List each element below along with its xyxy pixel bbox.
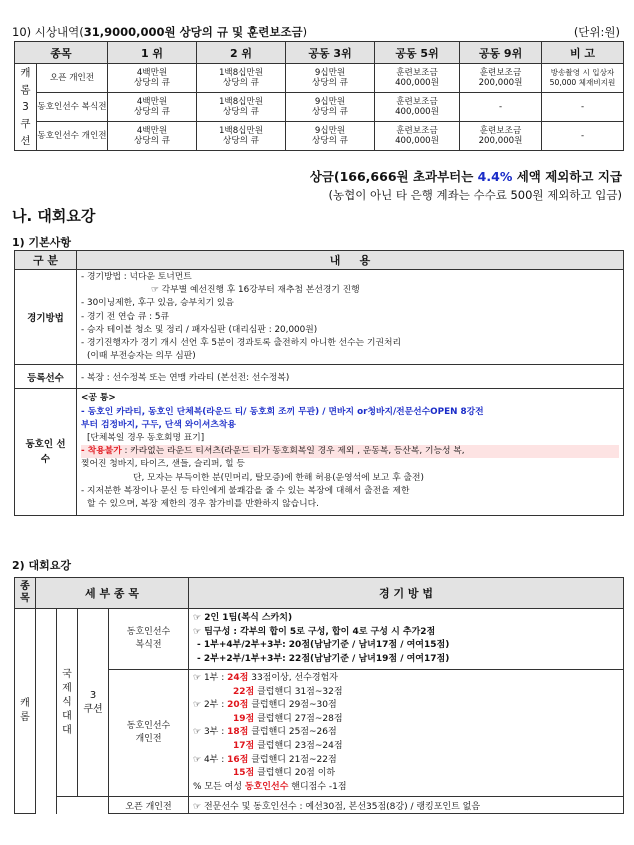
prize-line: 9십만원 bbox=[314, 96, 346, 107]
singles-content bbox=[189, 670, 624, 797]
prize-line: 400,000원 bbox=[395, 107, 439, 117]
women-note-post: 핸디점수 -1점 bbox=[288, 781, 347, 792]
prize-cell bbox=[197, 122, 286, 151]
prize-line: 4백만원 bbox=[136, 125, 168, 136]
prize-cell: - bbox=[460, 93, 542, 122]
prize-line: 상당의 큐 bbox=[312, 136, 348, 146]
content-line: <공 통> bbox=[81, 393, 116, 404]
prize-line: 1백8십만원 bbox=[218, 96, 264, 107]
cushion-line: 3 bbox=[89, 689, 97, 701]
guide-header-row bbox=[15, 578, 624, 609]
prize-line: 200,000원 bbox=[478, 78, 523, 88]
content-line: - 경기진행자가 경기 개시 선언 후 5분이 경과토록 출전하지 아니한 선수는 기권처리 bbox=[81, 338, 401, 349]
singles-name-line: 동호인선수 bbox=[126, 721, 171, 732]
singles-name bbox=[109, 670, 189, 797]
prize-line: 400,000원 bbox=[395, 136, 439, 146]
women-note bbox=[193, 781, 619, 795]
bank-note: (농협이 아닌 타 은행 계좌는 수수료 500원 제외하고 입금) bbox=[328, 188, 622, 202]
ban-line bbox=[81, 445, 619, 458]
prize-line: 1백8십만원 bbox=[218, 125, 264, 136]
doubles-line-text: 2인 1팀(복식 스카치) bbox=[204, 613, 293, 623]
doubles-content bbox=[189, 609, 624, 670]
event-name: 동호인선수 복식전 bbox=[37, 93, 108, 122]
prize-cell bbox=[286, 64, 375, 93]
carom-label: 캐롬 bbox=[15, 609, 36, 814]
content-line: - 승자 테이블 청소 및 정리 / 패자심판 (대리심판 : 20,000원) bbox=[81, 324, 318, 335]
tax-note-pre: 상금(166,666원 초과부터는 bbox=[309, 169, 478, 184]
prize-line: 4백만원 bbox=[136, 96, 168, 107]
tier-line bbox=[193, 672, 619, 686]
prize-line: 상당의 큐 bbox=[223, 136, 259, 146]
tier-line bbox=[193, 726, 619, 740]
tier-desc: 33점이상, 선수경험자 bbox=[248, 673, 338, 683]
tier-line bbox=[193, 740, 619, 754]
table-row bbox=[15, 389, 624, 516]
content-line: 부터 검정바지, 구두, 단색 와이셔츠착용 bbox=[81, 419, 236, 430]
prize-line: 200,000원 bbox=[478, 136, 523, 146]
prize-cell bbox=[375, 93, 460, 122]
basic-table bbox=[14, 250, 624, 516]
prize-title bbox=[12, 24, 307, 40]
tier-line bbox=[193, 699, 619, 713]
pointer-icon: ☞ bbox=[193, 754, 202, 765]
tax-percent: 4.4% bbox=[477, 169, 513, 184]
prize-title-prefix: 10) 시상내역( bbox=[12, 25, 84, 39]
table-row bbox=[15, 797, 624, 814]
tier-line bbox=[193, 713, 619, 727]
prize-line: 훈련보조금 bbox=[396, 67, 438, 78]
tier-division: 1부 : bbox=[203, 673, 228, 683]
pointer-icon: ☞ bbox=[193, 613, 202, 623]
header-note: 비 고 bbox=[542, 42, 624, 64]
guide-col-event: 종목 bbox=[15, 578, 36, 609]
tier-desc: 클럽핸디 20점 이하 bbox=[254, 768, 336, 779]
ban-text: : 카라없는 라운드 티셔츠(라운드 티가 동호회복일 경우 제외 , 운동복, 등산복, 기능성 복, bbox=[121, 446, 465, 457]
basic-col-category: 구 분 bbox=[15, 251, 77, 270]
content-line: (이때 부전승자는 의무 심판) bbox=[87, 351, 196, 362]
prize-line: 훈련보조금 bbox=[396, 125, 438, 136]
header-9th: 공동 9위 bbox=[460, 42, 542, 64]
content-line bbox=[193, 626, 619, 640]
tier-desc: 클럽핸디 21점~22점 bbox=[248, 754, 337, 765]
tier-points: 24점 bbox=[227, 673, 249, 683]
note-cell: - bbox=[542, 93, 624, 122]
prize-cell bbox=[375, 122, 460, 151]
content-line: - 동호인 카라티, 동호인 단체복(라운드 티/ 동호회 조끼 무관) / 면바지 or청바지/전문선수OPEN 8강전 bbox=[81, 406, 484, 417]
tier-division: 4부 : bbox=[203, 754, 228, 765]
tier-points: 17점 bbox=[233, 740, 255, 751]
women-note-highlight: 동호인선수 bbox=[244, 781, 289, 792]
intl-label: 국제식대대 bbox=[57, 609, 78, 797]
tier-points: 22점 bbox=[233, 686, 255, 697]
content-line: 단, 모자는 부득이한 분(민머리, 탈모증)에 한해 허용(운영석에 보고 후 출전) bbox=[133, 472, 424, 483]
open-name: 오픈 개인전 bbox=[109, 797, 189, 814]
tier-points: 16점 bbox=[227, 754, 249, 765]
tax-note bbox=[310, 167, 622, 185]
prize-line: 상당의 큐 bbox=[134, 107, 170, 117]
prize-title-suffix: ) bbox=[302, 25, 308, 39]
spacer-cell bbox=[57, 797, 109, 814]
content-line bbox=[193, 612, 619, 626]
prize-cell bbox=[108, 64, 197, 93]
tier-points: 18점 bbox=[227, 727, 249, 738]
tier-division: 2부 : bbox=[203, 700, 228, 711]
header-1st: 1 위 bbox=[108, 42, 197, 64]
ban-label: - 착용불가 bbox=[81, 446, 122, 457]
open-content bbox=[189, 797, 624, 814]
prize-cell bbox=[375, 64, 460, 93]
prize-line: 1백8십만원 bbox=[218, 67, 264, 78]
registered-content: - 복장 : 선수정복 또는 연맹 카라티 (본선전: 선수정복) bbox=[77, 365, 624, 389]
content-line: 찢어진 청바지, 타이즈, 샌들, 슬리퍼, 힐 등 bbox=[81, 459, 245, 470]
tier-points: 19점 bbox=[233, 713, 255, 724]
content-line: - 1부+4부/2부+3부: 20점(남남기준 / 남녀17점 / 여여15점) bbox=[197, 640, 450, 650]
basic-col-content: 내 용 bbox=[77, 251, 624, 270]
note-cell bbox=[542, 64, 624, 93]
content-line: ☞ 각부별 예선진행 후 16강부터 재추첨 본선경기 진행 bbox=[151, 285, 360, 296]
women-note-pre: % 모든 여성 bbox=[193, 781, 245, 792]
tier-desc: 클럽핸디 29점~30점 bbox=[248, 700, 337, 711]
prize-line: 상당의 큐 bbox=[312, 78, 348, 88]
prize-line: 훈련보조금 bbox=[479, 125, 522, 136]
group-label: 캐롬 3쿠션 bbox=[15, 64, 37, 151]
cushion-line: 쿠션 bbox=[83, 703, 103, 715]
content-line: - 2부+2부/1부+3부: 22점(남남기준 / 남녀19점 / 여여17점) bbox=[197, 653, 450, 664]
pointer-icon: ☞ bbox=[193, 700, 202, 711]
amateur-label: 동호인 선수 bbox=[15, 389, 77, 516]
open-text: 전문선수 및 동호인선수 : 예선30점, 본선35점(8강) / 랭킹포인트 없음 bbox=[203, 801, 481, 812]
guide-table bbox=[14, 577, 624, 814]
tier-points: 20점 bbox=[227, 700, 249, 711]
event-name: 동호인선수 개인전 bbox=[37, 122, 108, 151]
pointer-icon: ☞ bbox=[193, 626, 202, 637]
tier-line bbox=[193, 686, 619, 700]
prize-line: 훈련보조금 bbox=[396, 96, 438, 107]
table-row bbox=[15, 365, 624, 389]
content-line: 할 수 있으며, 복장 제한의 경우 참가비를 반환하지 않습니다. bbox=[87, 499, 319, 510]
tax-note-post: 세액 제외하고 지급 bbox=[512, 169, 622, 184]
singles-name-line: 개인전 bbox=[135, 734, 162, 745]
doubles-name-line: 동호인선수 bbox=[126, 627, 171, 637]
prize-line: 4백만원 bbox=[136, 67, 168, 78]
section-heading: 나. 대회요강 bbox=[12, 207, 96, 225]
prize-line: 9십만원 bbox=[314, 67, 346, 78]
tier-points: 15점 bbox=[233, 768, 255, 779]
prize-line: 상당의 큐 bbox=[134, 78, 170, 88]
game-method-label: 경기방법 bbox=[15, 270, 77, 365]
pointer-icon: ☞ bbox=[193, 727, 202, 738]
tier-desc: 클럽핸디 25점~26점 bbox=[248, 727, 337, 738]
prize-cell bbox=[460, 64, 542, 93]
prize-line: 400,000원 bbox=[395, 78, 439, 88]
prize-line: 9십만원 bbox=[314, 125, 346, 136]
pointer-icon: ☞ bbox=[193, 673, 202, 683]
spacer-cell bbox=[36, 609, 57, 814]
guide-col-method: 경 기 방 법 bbox=[189, 578, 624, 609]
registered-label: 등록선수 bbox=[15, 365, 77, 389]
prize-header-row bbox=[15, 42, 624, 64]
header-3rd: 공동 3위 bbox=[286, 42, 375, 64]
amateur-content bbox=[77, 389, 624, 516]
prize-title-amount: 31,9000,000원 상당의 규 및 훈련보조금 bbox=[83, 25, 303, 39]
header-event: 종목 bbox=[15, 42, 108, 64]
prize-line: 상당의 큐 bbox=[223, 78, 259, 88]
prize-cell bbox=[197, 64, 286, 93]
prize-cell bbox=[108, 122, 197, 151]
table-row bbox=[15, 270, 624, 365]
prize-table bbox=[14, 41, 624, 151]
tier-line bbox=[193, 754, 619, 768]
doubles-line-text: 팀구성 : 각부의 합이 5로 구성, 합이 4로 구성 시 추가2점 bbox=[204, 626, 436, 637]
cushion-label bbox=[78, 609, 109, 797]
guide-title: 2) 대회요강 bbox=[12, 559, 72, 572]
tier-desc: 클럽핸디 31점~32점 bbox=[254, 686, 343, 697]
prize-cell bbox=[460, 122, 542, 151]
note-line: 방송촬영 시 입상자 bbox=[550, 68, 615, 77]
doubles-name-line: 복식전 bbox=[135, 640, 162, 650]
header-5th: 공동 5위 bbox=[375, 42, 460, 64]
event-name: 오픈 개인전 bbox=[37, 64, 108, 93]
basic-title: 1) 기본사항 bbox=[12, 236, 72, 249]
prize-cell bbox=[286, 93, 375, 122]
prize-cell bbox=[108, 93, 197, 122]
prize-line: 상당의 큐 bbox=[312, 107, 348, 117]
header-2nd: 2 위 bbox=[197, 42, 286, 64]
content-line: - 경기 전 연습 큐 : 5큐 bbox=[81, 311, 169, 322]
tier-desc: 클럽핸디 23점~24점 bbox=[254, 740, 343, 751]
game-method-content bbox=[77, 270, 624, 365]
prize-line: 상당의 큐 bbox=[223, 107, 259, 117]
prize-line: 훈련보조금 bbox=[479, 67, 522, 78]
tier-line bbox=[193, 767, 619, 781]
table-row bbox=[15, 93, 624, 122]
table-row bbox=[15, 122, 624, 151]
tier-division: 3부 : bbox=[203, 727, 228, 738]
doubles-name bbox=[109, 609, 189, 670]
content-line: - 경기방법 : 넉다운 토너먼트 bbox=[81, 272, 192, 282]
note-cell: - bbox=[542, 122, 624, 151]
tier-desc: 클럽핸디 27점~28점 bbox=[254, 713, 343, 724]
pointer-icon: ☞ bbox=[193, 801, 202, 812]
content-line: - 30이닝제한, 후구 있음, 승부치기 있음 bbox=[81, 298, 234, 309]
content-line: [단체복일 경우 동호회명 표기] bbox=[87, 433, 205, 444]
basic-header-row bbox=[15, 251, 624, 270]
prize-cell bbox=[286, 122, 375, 151]
guide-col-detail: 세 부 종 목 bbox=[36, 578, 189, 609]
content-line: - 지저분한 복장이나 문신 등 타인에게 불쾌감을 줄 수 있는 복장에 대해서 출전을 제한 bbox=[81, 485, 410, 496]
note-line: 50,000 체재비지원 bbox=[549, 78, 616, 87]
table-row bbox=[15, 609, 624, 670]
unit-label: (단위:원) bbox=[573, 25, 620, 39]
prize-cell bbox=[197, 93, 286, 122]
table-row bbox=[15, 64, 624, 93]
prize-line: 상당의 큐 bbox=[134, 136, 170, 146]
